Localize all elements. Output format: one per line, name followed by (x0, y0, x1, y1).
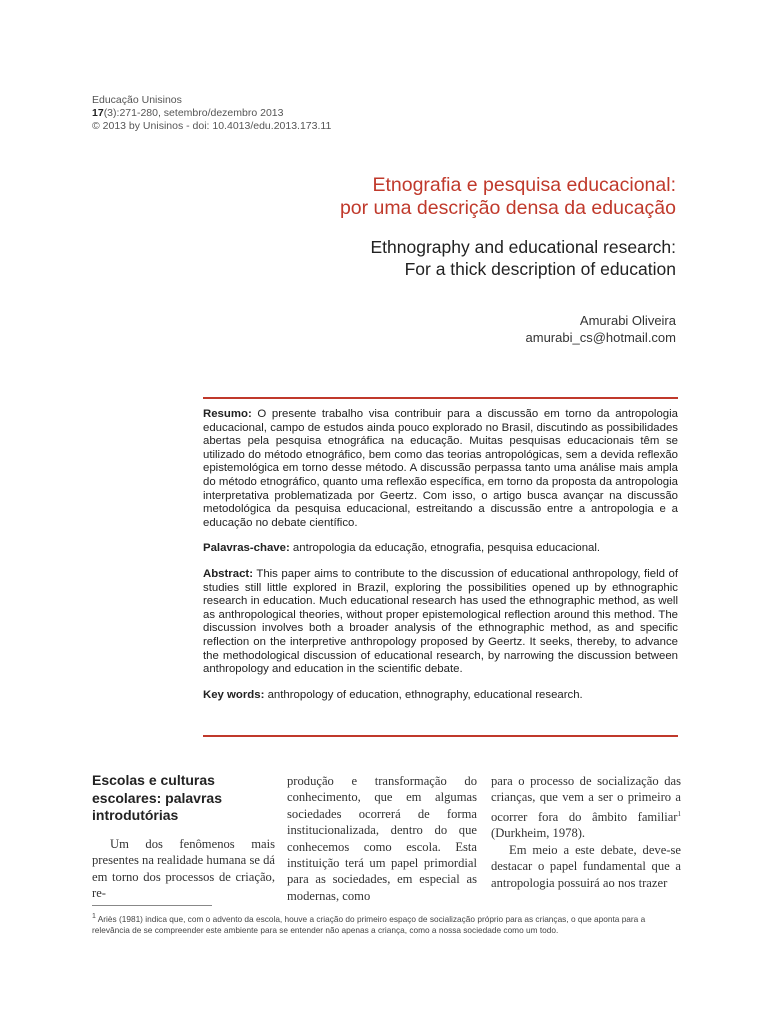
author-block (526, 312, 676, 346)
resumo-paragraph (203, 408, 678, 530)
title-pt-line1: Etnografia e pesquisa educacional: (372, 174, 676, 196)
journal-issue-pages: (3):271-280, setembro/dezembro 2013 (103, 107, 284, 119)
body-col3-text-a: para o processo de socialização das crianças, que vem a ser o primeiro a ocorrer fora do âmbito familiar (491, 774, 681, 824)
abstract-bottom-rule (203, 735, 678, 737)
footnote (92, 911, 682, 936)
title-english (116, 236, 676, 280)
body-column-2 (287, 773, 477, 904)
body-column-1 (92, 836, 275, 902)
abstract-label: Abstract: (203, 567, 254, 580)
journal-name: Educação Unisinos (92, 94, 182, 106)
body-col3-paragraph-2: Em meio a este debate, deve-se destacar o papel fundamental que a antropologia possuirá ao nos trazer (491, 842, 681, 890)
abstract-paragraph (203, 568, 678, 677)
key-words-paragraph (203, 689, 678, 703)
journal-header (92, 94, 331, 133)
footnote-ref[interactable]: 1 (677, 809, 681, 818)
body-col1-paragraph: Um dos fenômenos mais presentes na realidade humana se dá em torno dos processos de criação, re- (92, 837, 275, 901)
footnote-rule (92, 905, 212, 906)
journal-issue (92, 107, 331, 120)
palavras-chave-text: antropologia da educação, etnografia, pesquisa educacional. (289, 542, 601, 555)
title-en-line2: For a thick description of education (404, 259, 676, 279)
resumo-label: Resumo: (203, 408, 252, 420)
journal-copyright: © 2013 by Unisinos - doi: 10.4013/edu.2013.173.11 (92, 120, 332, 132)
palavras-chave-label: Palavras-chave: (203, 542, 290, 555)
author-name: Amurabi Oliveira (579, 313, 676, 328)
body-column-3 (491, 773, 681, 891)
title-portuguese (116, 174, 676, 220)
footnote-text: Ariès (1981) indica que, com o advento da escola, houve a criação do primeiro espaço de socialização próprio para as crianças, o que aponta para a relevância de se compreender este ambiente para se entender não apenas a criança, como a nossa sociedade como um todo. (92, 913, 646, 935)
body-col3-paragraph-1 (491, 773, 681, 842)
abstract-block (203, 408, 678, 714)
abstract-top-rule (203, 397, 678, 399)
body-col2-paragraph: produção e transformação do conhecimento, que em algumas sociedades ocorrerá de forma institucionalizada, dentro do que conhecemos como escola. Esta instituição terá um papel primordial para as sociedades, em especial as modernas, como (287, 774, 477, 903)
footnote-marker: 1 (92, 913, 96, 920)
title-en-line1: Ethnography and educational research: (370, 237, 676, 257)
author-email[interactable]: amurabi_cs@hotmail.com (525, 330, 676, 345)
section-heading: Escolas e culturas escolares: palavras introdutórias (92, 772, 222, 823)
journal-volume: 17 (92, 107, 104, 119)
key-words-text: anthropology of education, ethnography, educational research. (264, 688, 583, 701)
title-pt-line2: por uma descrição densa da educação (339, 197, 676, 219)
abstract-text: This paper aims to contribute to the discussion of educational anthropology, field of studies still little explored in Brazil, exploring the possibilities opened up by ethnographic research in education. Much educational research has used the ethnographic method, as well as anthropological theories, without proper epistemological reflection around this method. The discussion involves both a broader analysis of the ethnographic method, as and specific reflection on the interpretive anthropology proposed by Geertz. It seeks, thereby, to advance the methodological discussion of educational research, by narrowing the discussion between anthropology and education in the scientific debate. (203, 567, 678, 676)
key-words-label: Key words: (203, 688, 265, 701)
body-col3-text-b: (Durkheim, 1978). (491, 826, 586, 841)
resumo-text: O presente trabalho visa contribuir para a discussão em torno da antropologia educacional, campo de estudos ainda pouco explorado no Brasil, discutindo as possibilidades abertas pela pesquisa etnográfica na educação. Muitas pesquisas educacionais têm se utilizado do método etnográfico, bem como das teorias antropológicas, sem a devida reflexão epistemológica em torno desse método. A discussão perpassa tanto uma análise mais ampla do método etnográfico, quanto uma reflexão específica, em torno da proposta da antropologia interpretativa problematizada por Geertz. Com isso, o artigo busca avançar na discussão metodológica da pesquisa educacional, estreitando a discussão entre a antropologia e a educação no debate científico. (203, 408, 678, 529)
palavras-chave-paragraph (203, 542, 678, 556)
